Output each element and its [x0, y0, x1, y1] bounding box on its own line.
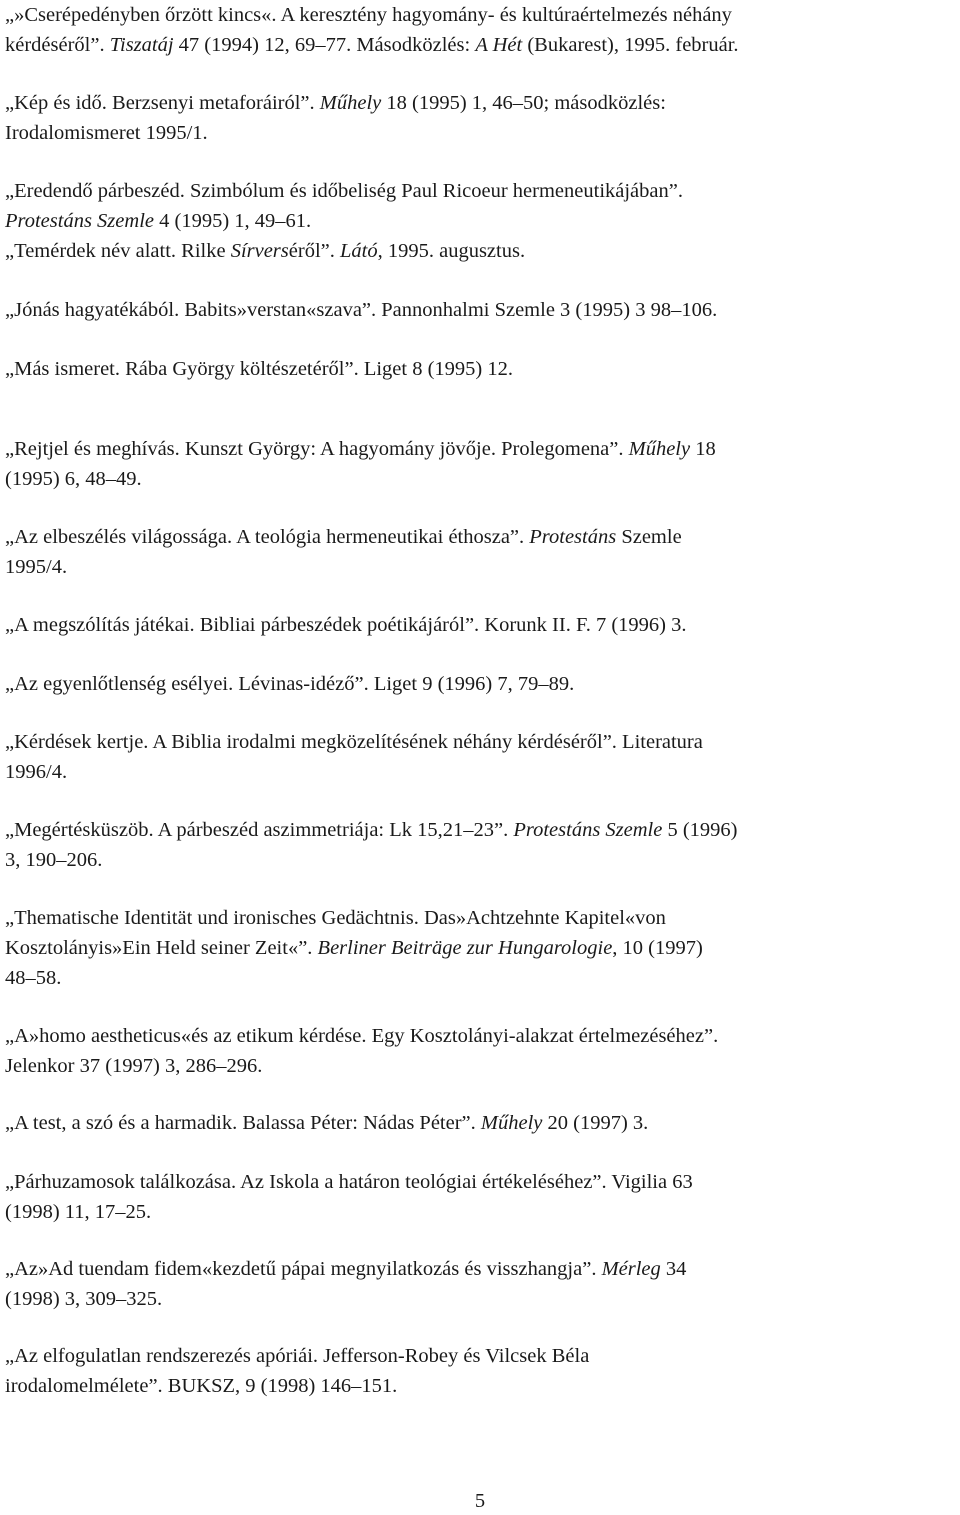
bibliography-entry: [5, 1254, 957, 1314]
entry-line: [5, 236, 957, 266]
entry-text: „A megszólítás játékai. Bibliai párbeszédek poétikájáról”. Korunk II. F. 7 (1996) 3.: [5, 614, 687, 636]
bibliography-entry: [5, 176, 957, 236]
bibliography-entry: [5, 1021, 957, 1081]
bibliography-entry: [5, 727, 957, 787]
entry-text: „Más ismeret. Rába György költészetéről”. Liget 8 (1995) 12.: [5, 358, 513, 380]
entry-line: [5, 845, 957, 875]
entry-text: 4 (1995) 1, 49–61.: [154, 210, 312, 232]
italic-title: Sírvers: [230, 240, 289, 262]
italic-title: Tiszatáj: [109, 34, 174, 56]
entry-line: [5, 1341, 957, 1371]
entry-text: Irodalomismeret 1995/1.: [5, 122, 208, 144]
italic-title: Műhely: [319, 92, 382, 114]
italic-title: Protestáns Szemle: [5, 210, 154, 232]
bibliography-entry: [5, 610, 957, 640]
bibliography-entry: [5, 88, 957, 148]
entry-text: „Rejtjel és meghívás. Kunszt György: A hagyomány jövője. Prolegomena”.: [5, 438, 629, 460]
entry-line: [5, 1284, 957, 1314]
bibliography-entry: [5, 434, 957, 494]
entry-line: [5, 727, 957, 757]
bibliography-entry: [5, 815, 957, 875]
entry-line: [5, 434, 957, 464]
entry-text: 1995/4.: [5, 556, 68, 578]
entry-line: [5, 757, 957, 787]
entry-text: „Kép és idő. Berzsenyi metaforáiról”.: [5, 92, 320, 114]
entry-text: kérdéséről”.: [5, 34, 110, 56]
entry-line: [5, 1167, 957, 1197]
entry-text: „Az elbeszélés világossága. A teológia hermeneutikai éthosza”.: [5, 526, 530, 548]
entry-line: [5, 30, 957, 60]
entry-text: „Eredendő párbeszéd. Szimbólum és időbeliség Paul Ricoeur hermeneutikájában”.: [5, 180, 683, 202]
entry-text: „Thematische Identität und ironisches Gedächtnis. Das»Achtzehnte Kapitel«von: [5, 907, 666, 929]
entry-text: 5 (1996): [662, 819, 738, 841]
entry-line: [5, 118, 957, 148]
entry-text: 20 (1997) 3.: [542, 1112, 649, 1134]
entry-text: (1998) 11, 17–25.: [5, 1201, 152, 1223]
entry-line: [5, 206, 957, 236]
italic-title: Látó: [340, 240, 378, 262]
entry-text: „Kérdések kertje. A Biblia irodalmi megközelítésének néhány kérdéséről”. Literatura: [5, 731, 703, 753]
entry-line: [5, 464, 957, 494]
italic-title: Protestáns Szemle: [513, 819, 663, 841]
bibliography-entry: [5, 1108, 957, 1138]
entry-line: [5, 1108, 957, 1138]
entry-line: [5, 1371, 957, 1401]
entry-line: [5, 610, 957, 640]
italic-title: Berliner Beiträge zur Hungarologie: [317, 937, 613, 959]
entry-text: irodalomelmélete”. BUKSZ, 9 (1998) 146–151.: [5, 1375, 398, 1397]
entry-line: [5, 669, 957, 699]
entry-text: (1998) 3, 309–325.: [5, 1288, 163, 1310]
italic-title: Műhely: [480, 1112, 543, 1134]
bibliography-entry: [5, 354, 957, 384]
entry-text: 18: [690, 438, 716, 460]
bibliography-entry: [5, 1167, 957, 1227]
entry-line: [5, 295, 957, 325]
entry-text: „Párhuzamosok találkozása. Az Iskola a határon teológiai értékeléséhez”. Vigilia 63: [5, 1171, 693, 1193]
entry-text: „Az egyenlőtlenség esélyei. Lévinas-idéző”. Liget 9 (1996) 7, 79–89.: [5, 673, 575, 695]
bibliography-entry: [5, 903, 957, 993]
entry-line: [5, 552, 957, 582]
entry-line: [5, 1021, 957, 1051]
italic-title: Mérleg: [601, 1258, 661, 1280]
entry-text: Jelenkor 37 (1997) 3, 286–296.: [5, 1055, 263, 1077]
entry-line: [5, 354, 957, 384]
entry-line: [5, 963, 957, 993]
entry-text: 48–58.: [5, 967, 62, 989]
entry-text: 1996/4.: [5, 761, 68, 783]
bibliography-entry: [5, 0, 957, 60]
bibliography-entry: [5, 295, 957, 325]
entry-line: [5, 933, 957, 963]
entry-text: éről”.: [288, 240, 340, 262]
entry-text: 34: [660, 1258, 687, 1280]
entry-text: Kosztolányis»Ein Held seiner Zeit«”.: [5, 937, 318, 959]
bibliography-entry: [5, 1341, 957, 1401]
bibliography-entry: [5, 236, 957, 266]
entry-line: [5, 1254, 957, 1284]
entry-text: 47 (1994) 12, 69–77. Másodközlés:: [173, 34, 476, 56]
italic-title: Műhely: [628, 438, 691, 460]
entry-text: , 10 (1997): [612, 937, 703, 959]
entry-text: Szemle: [616, 526, 682, 548]
entry-text: 3, 190–206.: [5, 849, 103, 871]
entry-text: „A test, a szó és a harmadik. Balassa Péter: Nádas Péter”.: [5, 1112, 481, 1134]
entry-line: [5, 1197, 957, 1227]
entry-line: [5, 522, 957, 552]
entry-line: [5, 176, 957, 206]
bibliography-entry: [5, 669, 957, 699]
entry-text: „»Cserépedényben őrzött kincs«. A keresztény hagyomány- és kultúraértelmezés néhány: [5, 4, 732, 26]
entry-text: (1995) 6, 48–49.: [5, 468, 142, 490]
italic-title: Protestáns: [529, 526, 617, 548]
bibliography-entry: [5, 522, 957, 582]
page-number: 5: [474, 1490, 486, 1512]
entry-line: [5, 0, 957, 30]
entry-text: „Az elfogulatlan rendszerezés apóriái. Jefferson-Robey és Vilcsek Béla: [5, 1345, 590, 1367]
entry-text: „Az»Ad tuendam fidem«kezdetű pápai megnyilatkozás és visszhangja”.: [5, 1258, 602, 1280]
entry-line: [5, 88, 957, 118]
entry-text: „Jónás hagyatékából. Babits»verstan«szava”. Pannonhalmi Szemle 3 (1995) 3 98–106.: [5, 299, 718, 321]
entry-text: „Temérdek név alatt. Rilke: [5, 240, 231, 262]
italic-title: A Hét: [475, 34, 523, 56]
entry-text: „A»homo aestheticus«és az etikum kérdése. Egy Kosztolányi-alakzat értelmezéséhez”.: [5, 1025, 719, 1047]
entry-text: „Megértésküszöb. A párbeszéd aszimmetriája: Lk 15,21–23”.: [5, 819, 514, 841]
entry-text: (Bukarest), 1995. február.: [522, 34, 739, 56]
entry-text: 18 (1995) 1, 46–50; másodközlés:: [381, 92, 666, 114]
entry-line: [5, 903, 957, 933]
entry-line: [5, 1051, 957, 1081]
entry-line: [5, 815, 957, 845]
entry-text: , 1995. augusztus.: [377, 240, 526, 262]
